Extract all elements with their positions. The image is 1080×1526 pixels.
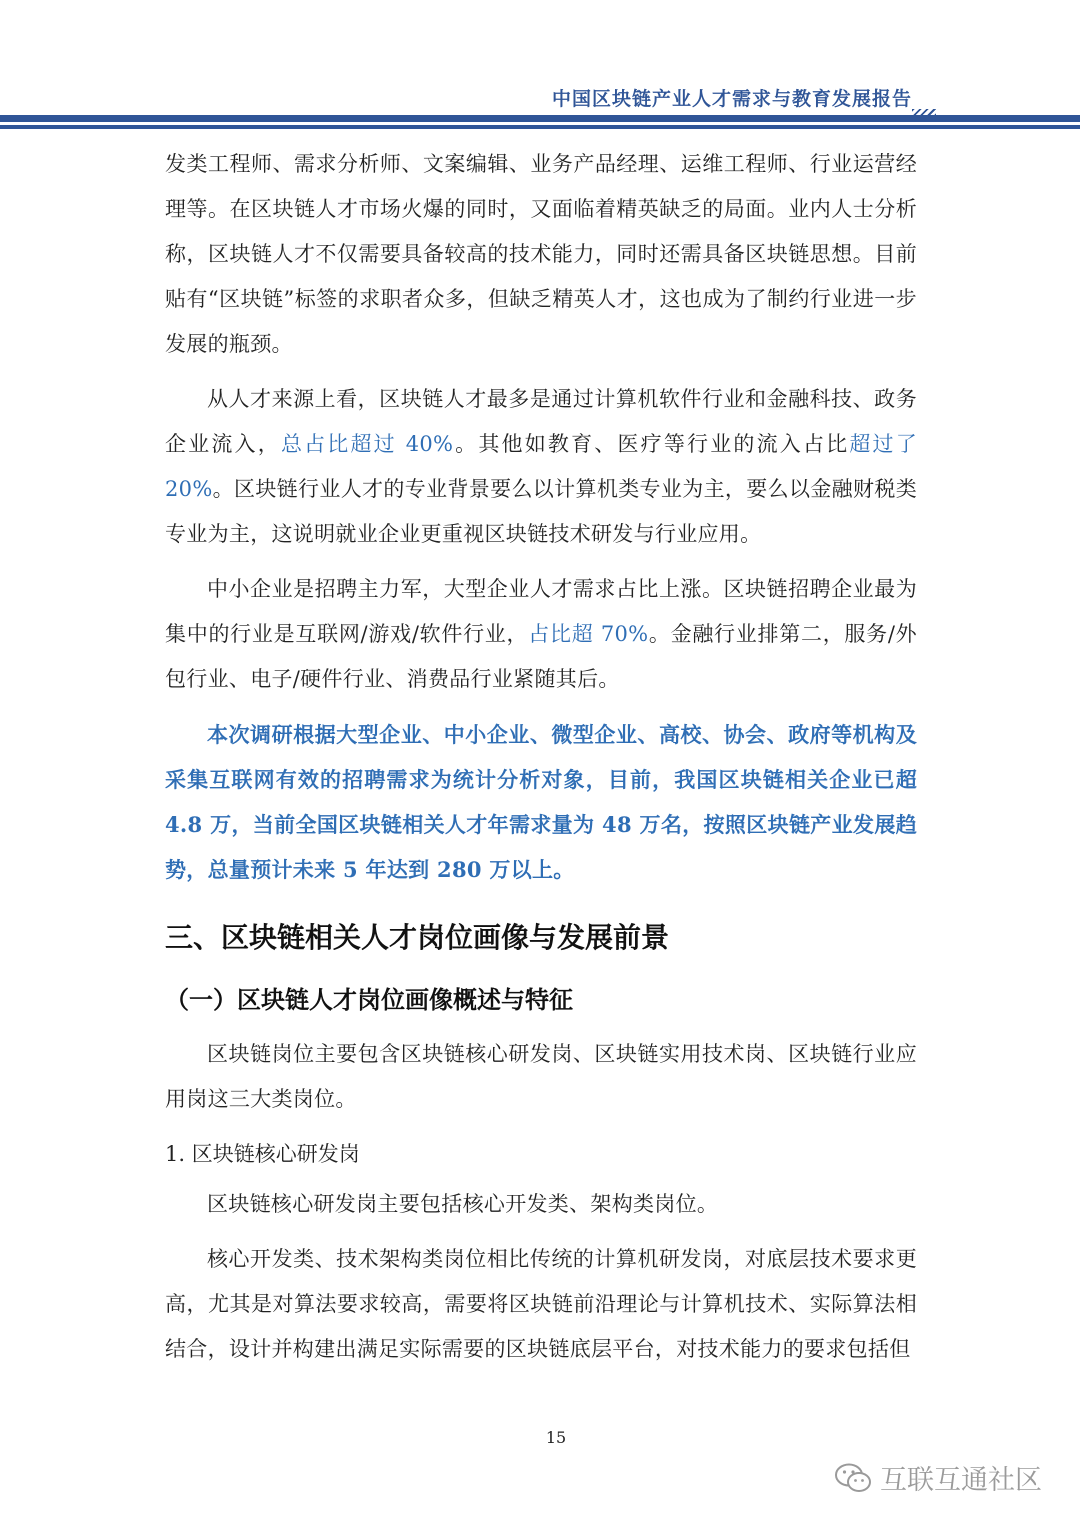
paragraph-2-text-a: 从人才来源上看，区块链人才最多是通过计算机软件行业和金融科技、政务企业流入， [165,387,917,456]
item-1-heading: 1. 区块链核心研发岗 [165,1142,360,1166]
header-rule-thick [0,115,1080,122]
header-rule-thin [0,125,1080,129]
paragraph-7: 核心开发类、技术架构类岗位相比传统的计算机研发岗，对底层技术要求更高，尤其是对算法要求较高，需要将区块链前沿理论与计算机技术、实际算法相结合，设计并构建出满足实际需要的区块链底层平台，对技术能力的要求包括但 [165,1247,917,1361]
paragraph-2-text-b: 。其他如教育、医疗等行业的流入占比 [453,432,850,456]
wechat-icon [834,1462,872,1494]
page-number: 15 [545,1428,567,1447]
paragraph-4-highlighted: 本次调研根据大型企业、中小企业、微型企业、高校、协会、政府等机构及采集互联网有效的招聘需求为统计分析对象，目前，我国区块链相关企业已超 4.8 万，当前全国区块链相关人才年需求量为 48 万名，按照区块链产业发展趋势，总量预计未来 5 年达到 280 万以上。 [165,722,917,882]
report-header-title: 中国区块链产业人才需求与教育发展报告 [551,88,912,110]
header-stripes [912,109,936,115]
paragraph-2-text-c: 。区块链行业人才的专业背景要么以计算机类专业为主，要么以金融财税类专业为主，这说明就业企业更重视区块链技术研发与行业应用。 [165,477,917,546]
header-rule [0,115,1080,131]
section-3-heading: 三、区块链相关人才岗位画像与发展前景 [165,921,670,954]
highlight-20-percent: 超过了 20% [165,432,917,501]
watermark [834,1458,1042,1497]
paragraph-3 [165,567,917,702]
highlight-40-percent: 总占比超过 40% [280,432,454,456]
paragraph-5: 区块链岗位主要包含区块链核心研发岗、区块链实用技术岗、区块链行业应用岗这三大类岗位。 [165,1042,917,1111]
paragraph-3-text-a: 中小企业是招聘主力军，大型企业人才需求占比上涨。区块链招聘企业最为集中的行业是互联网/游戏/软件行业， [165,577,917,646]
subsection-1-heading: （一）区块链人才岗位画像概述与特征 [165,986,573,1014]
paragraph-2 [165,377,917,557]
page-content [165,142,917,1372]
paragraph-1: 发类工程师、需求分析师、文案编辑、业务产品经理、运维工程师、行业运营经理等。在区块链人才市场火爆的同时，又面临着精英缺乏的局面。业内人士分析称，区块链人才不仅需要具备较高的技术能力，同时还需具备区块链思想。目前贴有“区块链”标签的求职者众多，但缺乏精英人才，这也成为了制约行业进一步发展的瓶颈。 [165,152,917,356]
watermark-text: 互联互通社区 [880,1465,1042,1496]
highlight-70-percent: 占比超 70% [528,622,649,646]
paragraph-3-text-b: 。金融行业排第二，服务/外包行业、电子/硬件行业、消费品行业紧随其后。 [165,622,917,691]
paragraph-6: 区块链核心研发岗主要包括核心开发类、架构类岗位。 [207,1192,719,1216]
